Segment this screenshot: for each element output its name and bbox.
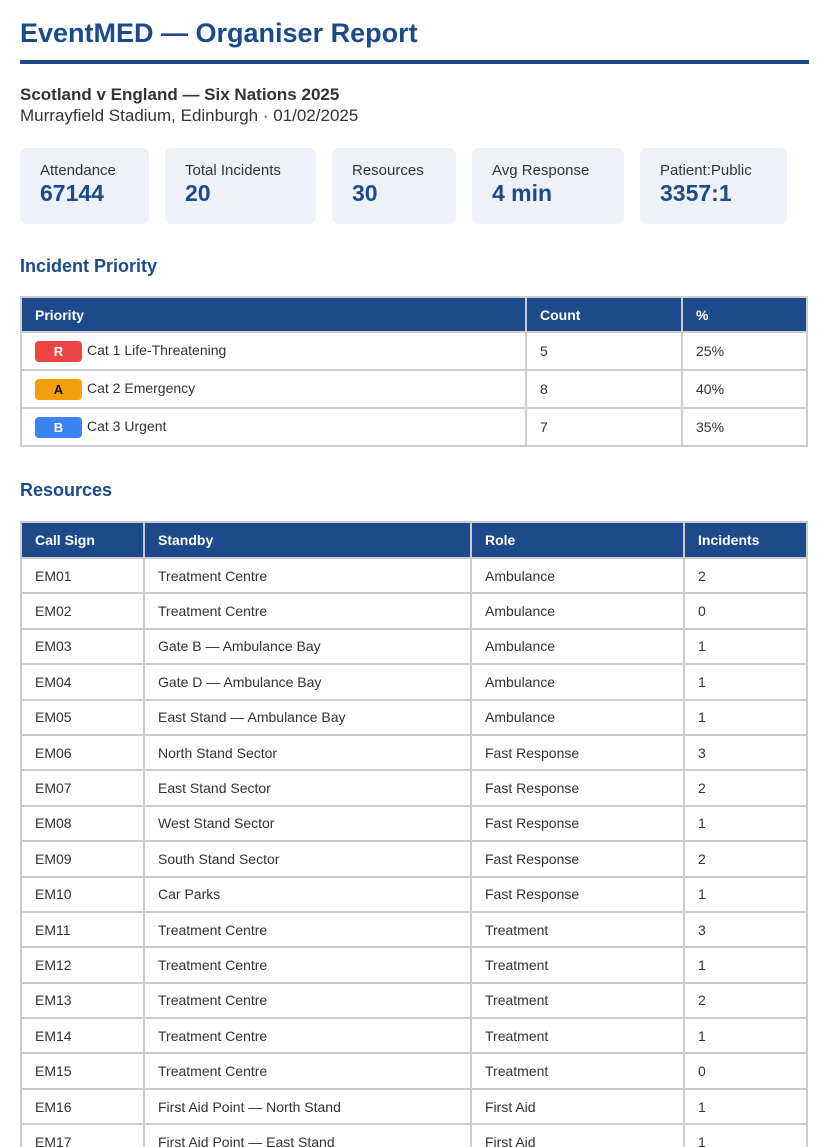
incidents-cell: 2 bbox=[684, 983, 807, 1018]
role-cell: Ambulance bbox=[471, 593, 684, 628]
call-sign-cell: EM12 bbox=[21, 947, 144, 982]
column-header-standby: Standby bbox=[144, 522, 471, 558]
percent-cell: 40% bbox=[682, 370, 807, 408]
kpi-label: Patient:Public bbox=[660, 162, 752, 179]
call-sign-cell: EM15 bbox=[21, 1053, 144, 1088]
incidents-cell: 3 bbox=[684, 912, 807, 947]
priority-badge-red: R bbox=[35, 341, 82, 362]
section-title-resources: Resources bbox=[20, 480, 113, 500]
incidents-cell: 1 bbox=[684, 806, 807, 841]
column-header-call-sign: Call Sign bbox=[21, 522, 144, 558]
standby-cell: Gate B — Ambulance Bay bbox=[144, 629, 471, 664]
priority-label: Cat 1 Life-Threatening bbox=[87, 341, 227, 358]
kpi-attendance bbox=[20, 148, 149, 224]
standby-cell: First Aid Point — East Stand bbox=[144, 1124, 471, 1147]
standby-cell: Gate D — Ambulance Bay bbox=[144, 664, 471, 699]
kpi-label: Total Incidents bbox=[185, 162, 281, 179]
section-title-incident-priority: Incident Priority bbox=[20, 256, 158, 276]
incidents-cell: 2 bbox=[684, 841, 807, 876]
standby-cell: Treatment Centre bbox=[144, 1053, 471, 1088]
kpi-value: 67144 bbox=[40, 180, 104, 206]
role-cell: Fast Response bbox=[471, 806, 684, 841]
title-divider bbox=[20, 60, 809, 64]
resources-table bbox=[20, 521, 808, 1147]
call-sign-cell: EM06 bbox=[21, 735, 144, 770]
column-header-count: Count bbox=[526, 297, 682, 332]
table-header-row bbox=[21, 297, 807, 332]
standby-cell: Treatment Centre bbox=[144, 983, 471, 1018]
kpi-value: 4 min bbox=[492, 180, 553, 206]
standby-cell: First Aid Point — North Stand bbox=[144, 1089, 471, 1124]
kpi-value: 20 bbox=[185, 180, 211, 206]
kpi-label: Avg Response bbox=[492, 162, 590, 179]
table-row bbox=[21, 593, 807, 628]
kpi-value: 30 bbox=[352, 180, 378, 206]
call-sign-cell: EM08 bbox=[21, 806, 144, 841]
call-sign-cell: EM05 bbox=[21, 700, 144, 735]
incidents-cell: 1 bbox=[684, 1018, 807, 1053]
kpi-total-incidents bbox=[165, 148, 316, 224]
role-cell: First Aid bbox=[471, 1089, 684, 1124]
incidents-cell: 2 bbox=[684, 558, 807, 593]
role-cell: Treatment bbox=[471, 1018, 684, 1053]
table-row bbox=[21, 1018, 807, 1053]
role-cell: Fast Response bbox=[471, 770, 684, 805]
table-row bbox=[21, 332, 807, 370]
table-header-row bbox=[21, 522, 807, 558]
incidents-cell: 1 bbox=[684, 664, 807, 699]
standby-cell: North Stand Sector bbox=[144, 735, 471, 770]
role-cell: Ambulance bbox=[471, 629, 684, 664]
table-row bbox=[21, 558, 807, 593]
call-sign-cell: EM13 bbox=[21, 983, 144, 1018]
standby-cell: Treatment Centre bbox=[144, 558, 471, 593]
table-row bbox=[21, 1053, 807, 1088]
resources-table-body bbox=[21, 558, 807, 1147]
role-cell: Ambulance bbox=[471, 700, 684, 735]
priority-cell bbox=[21, 370, 526, 408]
kpi-patient-public bbox=[640, 148, 787, 224]
priority-cell bbox=[21, 332, 526, 370]
role-cell: Treatment bbox=[471, 947, 684, 982]
incidents-cell: 1 bbox=[684, 1089, 807, 1124]
standby-cell: East Stand — Ambulance Bay bbox=[144, 700, 471, 735]
event-name: Scotland v England — Six Nations 2025 bbox=[20, 85, 340, 104]
kpi-resources bbox=[332, 148, 456, 224]
role-cell: Ambulance bbox=[471, 664, 684, 699]
percent-cell: 35% bbox=[682, 408, 807, 446]
table-row bbox=[21, 735, 807, 770]
table-row bbox=[21, 700, 807, 735]
incidents-cell: 2 bbox=[684, 770, 807, 805]
call-sign-cell: EM03 bbox=[21, 629, 144, 664]
count-cell: 5 bbox=[526, 332, 682, 370]
call-sign-cell: EM17 bbox=[21, 1124, 144, 1147]
column-header-percent: % bbox=[682, 297, 807, 332]
table-row bbox=[21, 1124, 807, 1147]
kpi-label: Attendance bbox=[40, 162, 116, 179]
call-sign-cell: EM11 bbox=[21, 912, 144, 947]
call-sign-cell: EM02 bbox=[21, 593, 144, 628]
kpi-row bbox=[20, 148, 812, 224]
table-row bbox=[21, 947, 807, 982]
table-row bbox=[21, 877, 807, 912]
table-row bbox=[21, 912, 807, 947]
role-cell: Ambulance bbox=[471, 558, 684, 593]
incidents-cell: 1 bbox=[684, 700, 807, 735]
call-sign-cell: EM01 bbox=[21, 558, 144, 593]
column-header-role: Role bbox=[471, 522, 684, 558]
table-row bbox=[21, 841, 807, 876]
table-row bbox=[21, 664, 807, 699]
standby-cell: Treatment Centre bbox=[144, 947, 471, 982]
priority-badge-amber: A bbox=[35, 379, 82, 400]
table-row bbox=[21, 806, 807, 841]
table-row bbox=[21, 408, 807, 446]
column-header-priority: Priority bbox=[21, 297, 526, 332]
incidents-cell: 0 bbox=[684, 593, 807, 628]
count-cell: 8 bbox=[526, 370, 682, 408]
priority-label: Cat 2 Emergency bbox=[87, 379, 196, 396]
table-row bbox=[21, 983, 807, 1018]
column-header-incidents: Incidents bbox=[684, 522, 807, 558]
call-sign-cell: EM10 bbox=[21, 877, 144, 912]
table-row bbox=[21, 370, 807, 408]
call-sign-cell: EM09 bbox=[21, 841, 144, 876]
standby-cell: South Stand Sector bbox=[144, 841, 471, 876]
count-cell: 7 bbox=[526, 408, 682, 446]
incidents-cell: 1 bbox=[684, 629, 807, 664]
priority-badge-blue: B bbox=[35, 417, 82, 438]
role-cell: Fast Response bbox=[471, 877, 684, 912]
incidents-cell: 1 bbox=[684, 877, 807, 912]
kpi-avg-response bbox=[472, 148, 624, 224]
standby-cell: Treatment Centre bbox=[144, 593, 471, 628]
role-cell: First Aid bbox=[471, 1124, 684, 1147]
standby-cell: West Stand Sector bbox=[144, 806, 471, 841]
incidents-cell: 1 bbox=[684, 1124, 807, 1147]
priority-label: Cat 3 Urgent bbox=[87, 417, 167, 434]
priority-table bbox=[20, 296, 808, 447]
role-cell: Fast Response bbox=[471, 735, 684, 770]
page-title: EventMED — Organiser Report bbox=[20, 18, 418, 48]
percent-cell: 25% bbox=[682, 332, 807, 370]
call-sign-cell: EM16 bbox=[21, 1089, 144, 1124]
role-cell: Treatment bbox=[471, 912, 684, 947]
standby-cell: Treatment Centre bbox=[144, 912, 471, 947]
call-sign-cell: EM14 bbox=[21, 1018, 144, 1053]
event-meta: Murrayfield Stadium, Edinburgh · 01/02/2025 bbox=[20, 106, 359, 125]
standby-cell: East Stand Sector bbox=[144, 770, 471, 805]
incidents-cell: 0 bbox=[684, 1053, 807, 1088]
kpi-label: Resources bbox=[352, 162, 424, 179]
call-sign-cell: EM04 bbox=[21, 664, 144, 699]
priority-cell bbox=[21, 408, 526, 446]
table-row bbox=[21, 770, 807, 805]
role-cell: Treatment bbox=[471, 1053, 684, 1088]
table-row bbox=[21, 1089, 807, 1124]
incidents-cell: 3 bbox=[684, 735, 807, 770]
incidents-cell: 1 bbox=[684, 947, 807, 982]
role-cell: Fast Response bbox=[471, 841, 684, 876]
call-sign-cell: EM07 bbox=[21, 770, 144, 805]
standby-cell: Treatment Centre bbox=[144, 1018, 471, 1053]
table-row bbox=[21, 629, 807, 664]
kpi-value: 3357:1 bbox=[660, 180, 732, 206]
standby-cell: Car Parks bbox=[144, 877, 471, 912]
role-cell: Treatment bbox=[471, 983, 684, 1018]
